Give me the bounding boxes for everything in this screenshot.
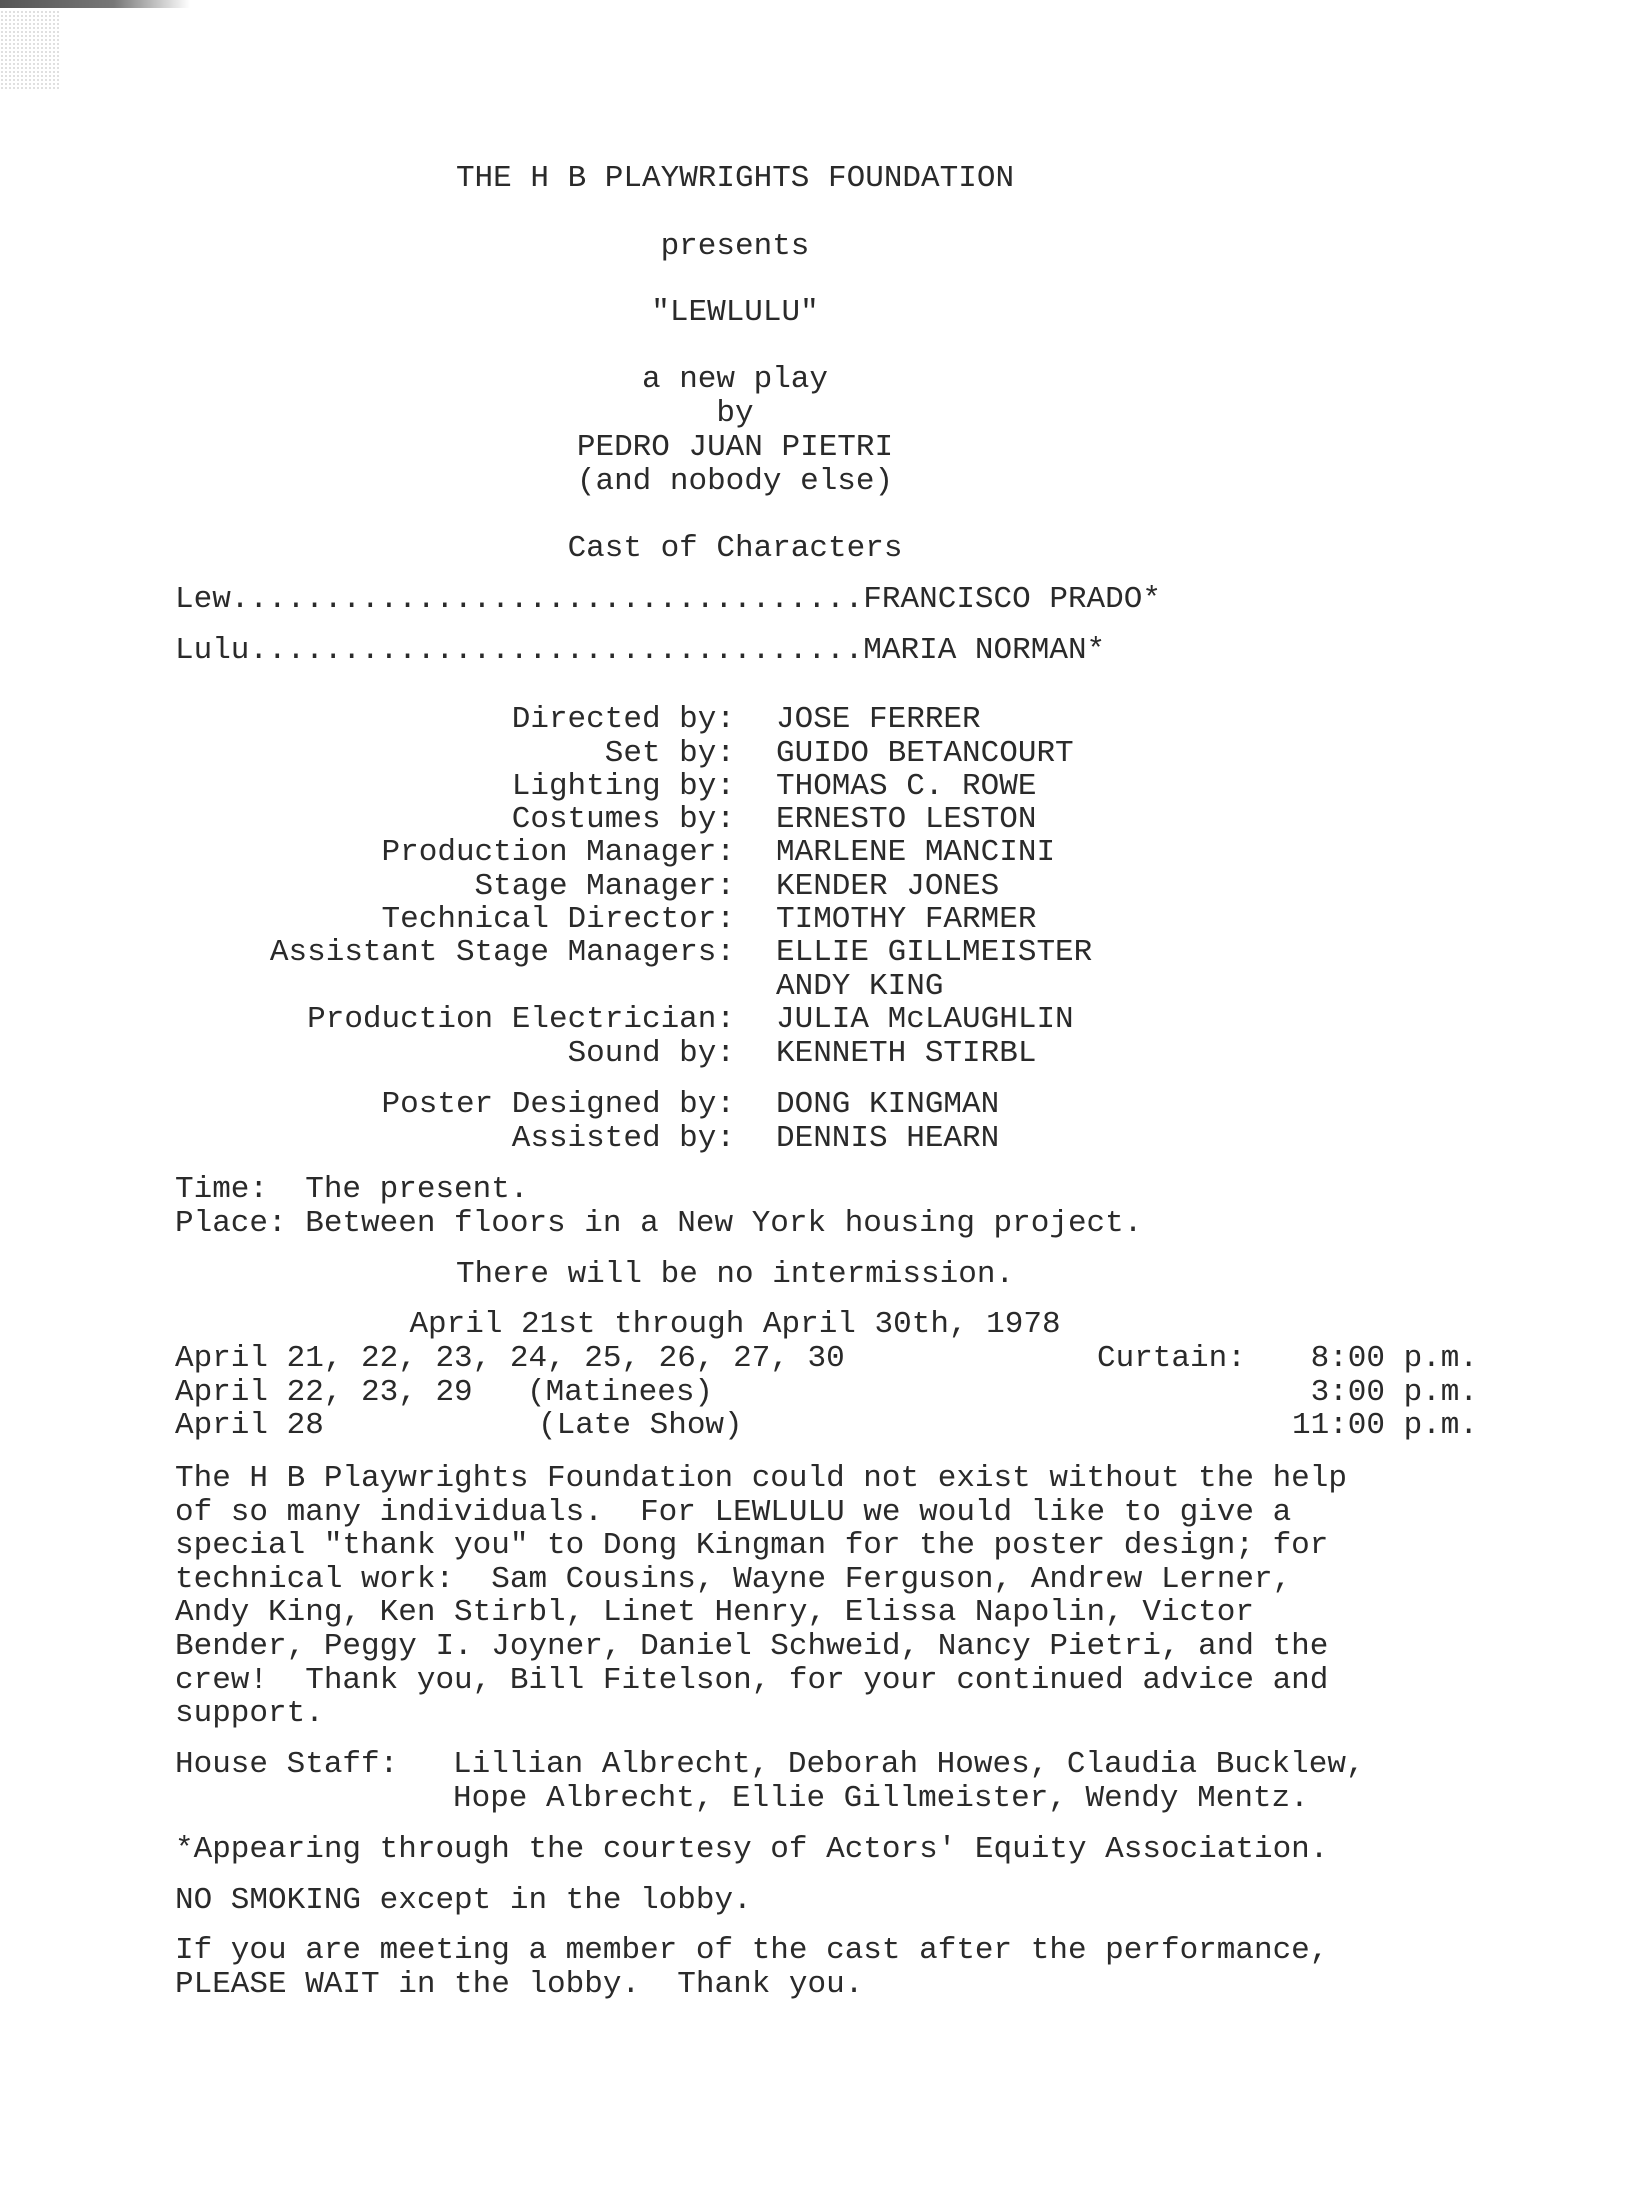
setting-place: Place: Between floors in a New York housing project. <box>175 1206 1143 1241</box>
credit-name: ANDY KING <box>776 969 944 1004</box>
schedule-time: 11:00 p.m. <box>1291 1408 1478 1443</box>
schedule-dates: April 22, 23, 29 <box>175 1375 473 1410</box>
credit-name: ELLIE GILLMEISTER <box>776 935 1093 970</box>
credit-name: JOSE FERRER <box>776 702 981 737</box>
by-text: by <box>716 396 754 431</box>
credit-role: Set by: <box>604 736 735 771</box>
credit-role: Directed by: <box>511 702 735 737</box>
credit-name: GUIDO BETANCOURT <box>776 736 1074 771</box>
paragraph-line: Bender, Peggy I. Joyner, Daniel Schweid, Nancy Pietri, and the <box>175 1629 1329 1664</box>
schedule-note: (Late Show) <box>538 1408 743 1443</box>
schedule-time: 8:00 p.m. <box>1310 1341 1478 1376</box>
schedule-dates: April 21, 22, 23, 24, 25, 26, 27, 30 <box>175 1341 845 1376</box>
no-smoking-note: NO SMOKING except in the lobby. <box>175 1883 752 1918</box>
cast-row-lulu: Lulu.................................MARIA NORMAN* <box>175 633 1106 668</box>
equity-note: *Appearing through the courtesy of Actors' Equity Association. <box>175 1832 1329 1867</box>
schedule-range: April 21st through April 30th, 1978 <box>409 1307 1061 1342</box>
scan-texture <box>0 10 60 90</box>
house-staff-line: Hope Albrecht, Ellie Gillmeister, Wendy Mentz. <box>453 1781 1309 1816</box>
paragraph-line: of so many individuals. For LEWLULU we would like to give a <box>175 1495 1292 1530</box>
paragraph-line: technical work: Sam Cousins, Wayne Ferguson, Andrew Lerner, <box>175 1562 1292 1597</box>
schedule-note: (Matinees) <box>527 1375 714 1410</box>
credit-name: DENNIS HEARN <box>776 1121 1000 1156</box>
intermission-note: There will be no intermission. <box>455 1257 1015 1292</box>
cast-row-lew: Lew..................................FRANCISCO PRADO* <box>175 582 1161 617</box>
cast-heading: Cast of Characters <box>567 531 903 566</box>
author-note: (and nobody else) <box>576 464 894 499</box>
play-title: "LEWLULU" <box>651 295 819 330</box>
credit-role: Production Manager: <box>381 835 735 870</box>
credit-role: Assisted by: <box>511 1121 735 1156</box>
closing-line: PLEASE WAIT in the lobby. Thank you. <box>175 1967 864 2002</box>
credit-role: Lighting by: <box>511 769 735 804</box>
house-staff-label: House Staff: <box>175 1747 399 1782</box>
paragraph-line: special "thank you" to Dong Kingman for the poster design; for <box>175 1528 1329 1563</box>
schedule-dates: April 28 <box>175 1408 324 1443</box>
play-subtitle: a new play <box>641 362 829 397</box>
credit-name: KENDER JONES <box>776 869 1000 904</box>
credit-name: JULIA McLAUGHLIN <box>776 1002 1074 1037</box>
scan-edge-mark <box>0 0 190 8</box>
credit-name: THOMAS C. ROWE <box>776 769 1037 804</box>
credit-role: Technical Director: <box>381 902 735 937</box>
credit-name: ERNESTO LESTON <box>776 802 1037 837</box>
schedule-time: 3:00 p.m. <box>1310 1375 1478 1410</box>
paragraph-line: support. <box>175 1696 324 1731</box>
credit-role: Sound by: <box>567 1036 735 1071</box>
credit-role: Assistant Stage Managers: <box>269 935 735 970</box>
paragraph-line: Andy King, Ken Stirbl, Linet Henry, Elissa Napolin, Victor <box>175 1595 1254 1630</box>
closing-line: If you are meeting a member of the cast after the performance, <box>175 1933 1329 1968</box>
house-staff-line: Lillian Albrecht, Deborah Howes, Claudia Bucklew, <box>453 1747 1365 1782</box>
author-name: PEDRO JUAN PIETRI <box>576 430 894 465</box>
paragraph-line: The H B Playwrights Foundation could not exist without the help <box>175 1461 1347 1496</box>
presents-text: presents <box>660 229 810 264</box>
paragraph-line: crew! Thank you, Bill Fitelson, for your continued advice and <box>175 1663 1329 1698</box>
credit-role: Costumes by: <box>511 802 735 837</box>
curtain-label: Curtain: <box>1097 1341 1246 1376</box>
credit-role: Stage Manager: <box>474 869 735 904</box>
organization-name: THE H B PLAYWRIGHTS FOUNDATION <box>455 161 1015 196</box>
credit-name: MARLENE MANCINI <box>776 835 1056 870</box>
credit-role: Production Electrician: <box>307 1002 735 1037</box>
credit-role: Poster Designed by: <box>381 1087 735 1122</box>
credit-name: TIMOTHY FARMER <box>776 902 1037 937</box>
credit-name: KENNETH STIRBL <box>776 1036 1037 1071</box>
setting-time: Time: The present. <box>175 1172 529 1207</box>
credit-name: DONG KINGMAN <box>776 1087 1000 1122</box>
